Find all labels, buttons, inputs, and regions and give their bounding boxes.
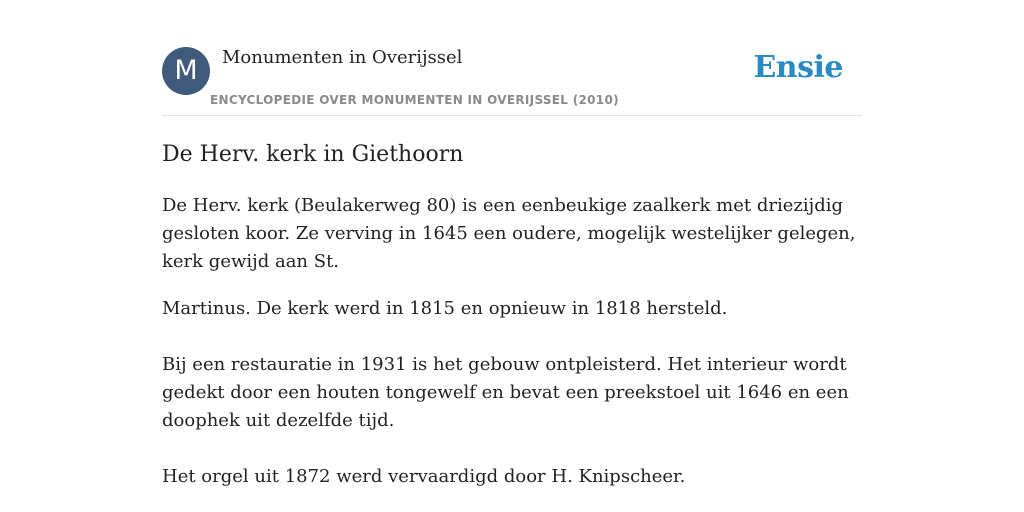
- ensie-logo[interactable]: Ensie: [753, 50, 843, 85]
- source-title-link[interactable]: Monumenten in Overijssel: [222, 47, 463, 68]
- article-paragraph-3: Bij een restauratie in 1931 is het gebouw ontpleisterd. Het interieur wordt gedekt door een houten tongewelf en bevat een preekstoel uit 1646 en een doophek uit dezelfde tijd.: [162, 354, 849, 431]
- source-avatar[interactable]: M: [162, 47, 210, 95]
- article-paragraph-2: Martinus. De kerk werd in 1815 en opnieuw in 1818 hersteld.: [162, 298, 728, 319]
- header-divider: [162, 115, 862, 116]
- article-title: De Herv. kerk in Giethoorn: [162, 142, 464, 167]
- article-paragraph-4: Het orgel uit 1872 werd vervaardigd door H. Knipscheer.: [162, 466, 686, 487]
- article-paragraph-1: De Herv. kerk (Beulakerweg 80) is een eenbeukige zaalkerk met driezijdig gesloten koor. Ze verving in 1645 een oudere, mogelijk westelijker gelegen, kerk gewijd aan St.: [162, 195, 856, 272]
- source-subtitle: ENCYCLOPEDIE OVER MONUMENTEN IN OVERIJSSEL (2010): [210, 93, 619, 107]
